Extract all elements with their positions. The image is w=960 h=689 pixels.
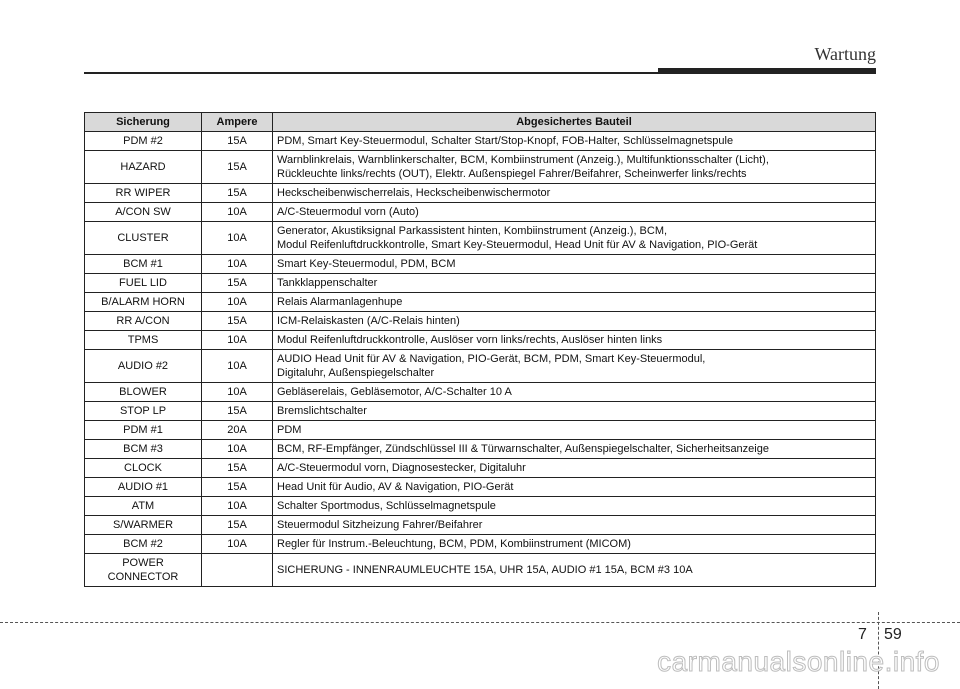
table-row (85, 440, 876, 459)
fuse-name-cell: BCM #1 (85, 255, 202, 274)
table-row (85, 350, 876, 383)
component-text-line: Relais Alarmanlagenhupe (277, 296, 403, 308)
component-text-line: ICM-Relaiskasten (A/C-Relais hinten) (277, 315, 460, 327)
chapter-number: 7 (858, 626, 867, 643)
component-text-line: Gebläserelais, Gebläsemotor, A/C-Schalter 10 A (277, 386, 512, 398)
component-text-line: Tankklappenschalter (277, 277, 378, 289)
fuse-name-cell: CLOCK (85, 459, 202, 478)
fuse-name-cell: S/WARMER (85, 516, 202, 535)
fuse-name-cell: BLOWER (85, 383, 202, 402)
ampere-cell: 15A (202, 478, 273, 497)
component-text-line: A/C-Steuermodul vorn, Diagnosestecker, Digitaluhr (277, 462, 526, 474)
ampere-cell: 15A (202, 402, 273, 421)
fuse-name-cell: PDM #2 (85, 132, 202, 151)
table-row (85, 151, 876, 184)
component-cell (273, 554, 876, 587)
table-row (85, 383, 876, 402)
ampere-cell: 10A (202, 222, 273, 255)
component-text-line: Warnblinkrelais, Warnblinkerschalter, BCM, Kombiinstrument (Anzeig.), Multifunktionsschalter (Licht), (277, 154, 769, 166)
ampere-cell: 10A (202, 203, 273, 222)
fuse-name-cell: AUDIO #2 (85, 350, 202, 383)
ampere-cell: 15A (202, 132, 273, 151)
section-title: Wartung (814, 44, 876, 64)
header-rule (84, 72, 696, 74)
table-row (85, 132, 876, 151)
component-text-line: Modul Reifenluftdruckkontrolle, Smart Key-Steuermodul, Head Unit für AV & Navigation, PIO-Gerät (277, 239, 758, 251)
ampere-cell: 15A (202, 312, 273, 331)
component-cell (273, 516, 876, 535)
component-cell (273, 440, 876, 459)
table-row (85, 402, 876, 421)
component-text-line: Schalter Sportmodus, Schlüsselmagnetspule (277, 500, 496, 512)
table-header-row (85, 113, 876, 132)
component-cell (273, 459, 876, 478)
page-number: 59 (884, 626, 902, 643)
component-cell (273, 535, 876, 554)
table-row (85, 293, 876, 312)
column-header-fuse: Sicherung (85, 113, 202, 132)
component-cell (273, 331, 876, 350)
component-cell (273, 184, 876, 203)
fuse-name-cell: A/CON SW (85, 203, 202, 222)
ampere-cell: 10A (202, 383, 273, 402)
ampere-cell: 10A (202, 350, 273, 383)
table-row (85, 516, 876, 535)
footer-rule (0, 622, 960, 623)
component-text-line: AUDIO Head Unit für AV & Navigation, PIO-Gerät, BCM, PDM, Smart Key-Steuermodul, (277, 353, 706, 365)
component-text-line: Head Unit für Audio, AV & Navigation, PIO-Gerät (277, 481, 514, 493)
table-row (85, 421, 876, 440)
table-row (85, 312, 876, 331)
table-row (85, 459, 876, 478)
component-cell (273, 350, 876, 383)
ampere-cell: 15A (202, 459, 273, 478)
component-cell (273, 274, 876, 293)
component-text-line: Bremslichtschalter (277, 405, 367, 417)
component-text-line: Rückleuchte links/rechts (OUT), Elektr. Außenspiegel Fahrer/Beifahrer, Scheinwerfer links/rechts (277, 168, 747, 180)
component-text-line: PDM (277, 424, 302, 436)
table-row (85, 497, 876, 516)
ampere-cell: 10A (202, 331, 273, 350)
ampere-cell: 10A (202, 440, 273, 459)
table-row (85, 535, 876, 554)
fuse-table (84, 112, 876, 587)
component-text-line: SICHERUNG - INNENRAUMLEUCHTE 15A, UHR 15A, AUDIO #1 15A, BCM #3 10A (277, 564, 693, 576)
ampere-cell: 15A (202, 184, 273, 203)
table-row (85, 478, 876, 497)
component-text-line: Generator, Akustiksignal Parkassistent hinten, Kombiinstrument (Anzeig.), BCM, (277, 225, 668, 237)
fuse-name-cell: CLUSTER (85, 222, 202, 255)
fuse-name-cell: FUEL LID (85, 274, 202, 293)
ampere-cell: 15A (202, 516, 273, 535)
fuse-name-cell: AUDIO #1 (85, 478, 202, 497)
component-cell (273, 222, 876, 255)
fuse-name-cell: BCM #3 (85, 440, 202, 459)
component-text-line: Smart Key-Steuermodul, PDM, BCM (277, 258, 456, 270)
component-cell (273, 421, 876, 440)
ampere-cell: 20A (202, 421, 273, 440)
table-row (85, 203, 876, 222)
table-row (85, 331, 876, 350)
component-text-line: PDM, Smart Key-Steuermodul, Schalter Start/Stop-Knopf, FOB-Halter, Schlüsselmagnetspule (277, 135, 734, 147)
component-text-line: Digitaluhr, Außenspiegelschalter (277, 367, 435, 379)
component-cell (273, 151, 876, 184)
fuse-name-cell: RR A/CON (85, 312, 202, 331)
fuse-name-cell: RR WIPER (85, 184, 202, 203)
ampere-cell: 10A (202, 497, 273, 516)
component-text-line: BCM, RF-Empfänger, Zündschlüssel III & Türwarnschalter, Außenspiegelschalter, Sicherheitsanzeige (277, 443, 769, 455)
component-cell (273, 383, 876, 402)
component-text-line: Heckscheibenwischerrelais, Heckscheibenwischermotor (277, 187, 551, 199)
ampere-cell: 10A (202, 535, 273, 554)
table-row (85, 554, 876, 587)
fuse-name-cell: BCM #2 (85, 535, 202, 554)
ampere-cell: 15A (202, 274, 273, 293)
ampere-cell: 10A (202, 255, 273, 274)
table-row (85, 184, 876, 203)
component-cell (273, 402, 876, 421)
table-row (85, 274, 876, 293)
component-cell (273, 497, 876, 516)
table-row (85, 255, 876, 274)
fuse-name-cell: B/ALARM HORN (85, 293, 202, 312)
component-text-line: Steuermodul Sitzheizung Fahrer/Beifahrer (277, 519, 483, 531)
component-cell (273, 293, 876, 312)
column-header-component: Abgesichertes Bauteil (273, 113, 876, 132)
watermark-text: carmanualsonline.info (657, 646, 940, 677)
fuse-name-cell: STOP LP (85, 402, 202, 421)
component-cell (273, 203, 876, 222)
table-row (85, 222, 876, 255)
component-text-line: Regler für Instrum.-Beleuchtung, BCM, PDM, Kombiinstrument (MICOM) (277, 538, 631, 550)
fuse-name-cell: POWER CONNECTOR (85, 554, 202, 587)
component-cell (273, 478, 876, 497)
fuse-name-cell: HAZARD (85, 151, 202, 184)
component-cell (273, 312, 876, 331)
component-text-line: A/C-Steuermodul vorn (Auto) (277, 206, 419, 218)
fuse-name-cell: TPMS (85, 331, 202, 350)
fuse-name-cell: PDM #1 (85, 421, 202, 440)
header-rule-accent (658, 68, 876, 74)
component-text-line: Modul Reifenluftdruckkontrolle, Auslöser vorn links/rechts, Auslöser hinten links (277, 334, 663, 346)
column-header-ampere: Ampere (202, 113, 273, 132)
component-cell (273, 255, 876, 274)
ampere-cell: 15A (202, 151, 273, 184)
component-cell (273, 132, 876, 151)
fuse-name-cell: ATM (85, 497, 202, 516)
ampere-cell (202, 554, 273, 587)
ampere-cell: 10A (202, 293, 273, 312)
